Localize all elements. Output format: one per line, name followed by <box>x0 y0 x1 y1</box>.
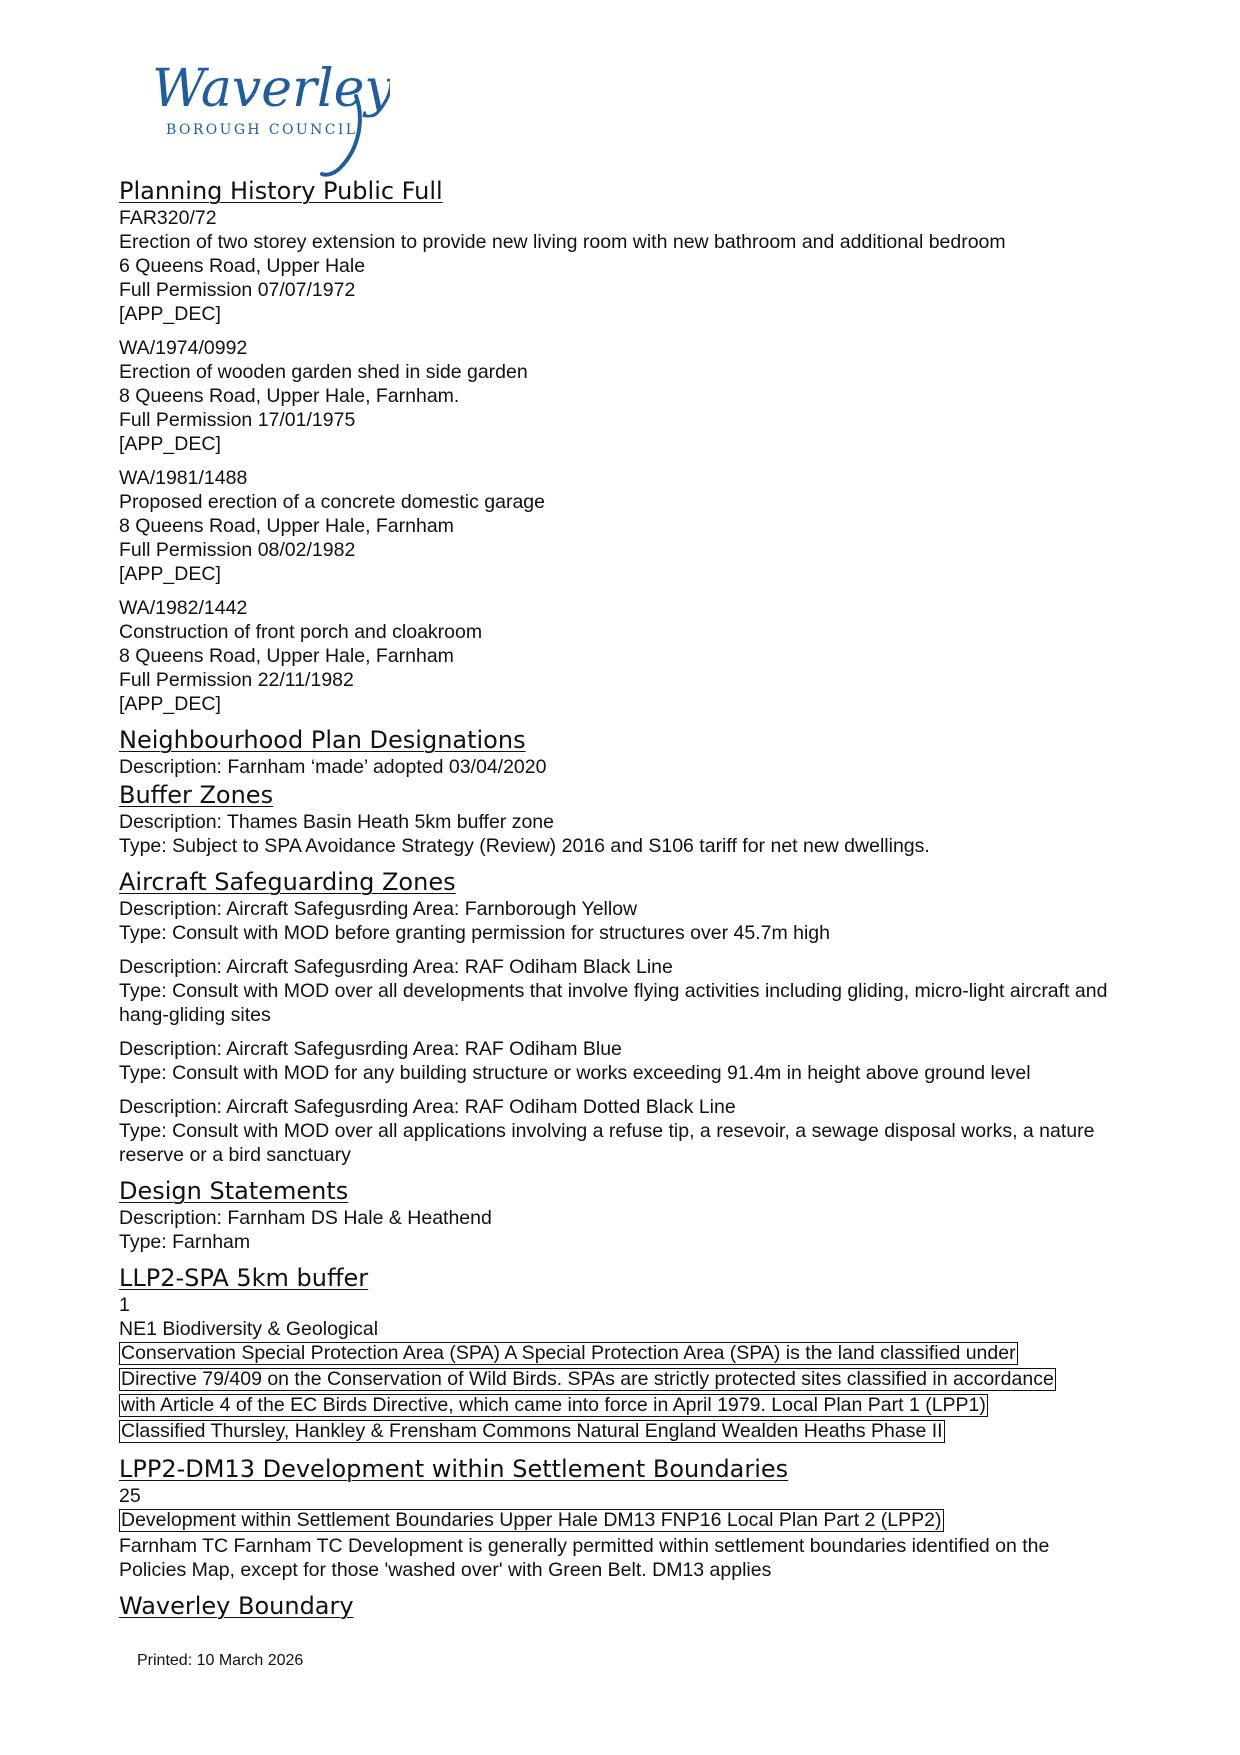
application-description: Proposed erection of a concrete domestic garage <box>119 491 546 513</box>
entry-gap <box>119 1027 1129 1037</box>
application-address: 8 Queens Road, Upper Hale, Farnham. <box>119 385 460 407</box>
lpp2-boxed-text: Development within Settlement Boundaries Upper Hale DM13 FNP16 Local Plan Part 2 (LPP2) <box>121 1509 942 1531</box>
entry-gap <box>119 716 1129 726</box>
boxed-row <box>119 1419 1129 1445</box>
design-heading: Design Statements <box>119 1177 349 1205</box>
aircraft-type: Type: Consult with MOD over all applications involving a refuse tip, a resevoir, a sewage disposal works, a nature reserve or a bird sanctuary <box>119 1120 1095 1166</box>
llp2-number: 1 <box>119 1294 130 1316</box>
application-ref: WA/1982/1442 <box>119 597 248 619</box>
lpp2-heading: LPP2-DM13 Development within Settlement Boundaries <box>119 1455 789 1483</box>
planning-history-list <box>119 206 1129 726</box>
waverley-logo <box>150 58 390 178</box>
boxed-line: Conservation Special Protection Area (SPA) A Special Protection Area (SPA) is the land classified under <box>121 1342 1016 1364</box>
logo-wordmark: Waverley <box>152 59 390 119</box>
entry-gap <box>119 326 1129 336</box>
boxed-row <box>119 1393 1129 1419</box>
application-code: [APP_DEC] <box>119 303 221 325</box>
application-description: Erection of two storey extension to provide new living room with new bathroom and additional bedroom <box>119 231 1006 253</box>
aircraft-heading: Aircraft Safeguarding Zones <box>119 868 456 896</box>
application-address: 8 Queens Road, Upper Hale, Farnham <box>119 515 454 537</box>
aircraft-type: Type: Consult with MOD for any building structure or works exceeding 91.4m in height above ground level <box>119 1062 1031 1084</box>
aircraft-description: Description: Aircraft Safegusrding Area: Farnborough Yellow <box>119 898 638 920</box>
printed-date: Printed: 10 March 2026 <box>137 1652 304 1669</box>
application-decision: Full Permission 07/07/1972 <box>119 279 356 301</box>
entry-gap <box>119 945 1129 955</box>
application-code: [APP_DEC] <box>119 693 221 715</box>
lpp2-text <box>119 1534 1129 1582</box>
aircraft-list <box>119 897 1129 1177</box>
application-decision: Full Permission 22/11/1982 <box>119 669 354 691</box>
aircraft-description: Description: Aircraft Safegusrding Area: RAF Odiham Blue <box>119 1038 622 1060</box>
aircraft-type: Type: Consult with MOD before granting permission for structures over 45.7m high <box>119 922 830 944</box>
llp2-title: NE1 Biodiversity & Geological <box>119 1318 379 1340</box>
document-body <box>119 177 1129 1621</box>
buffer-type: Type: Subject to SPA Avoidance Strategy (Review) 2016 and S106 tariff for net new dwellings. <box>119 835 930 857</box>
aircraft-type: Type: Consult with MOD over all developments that involve flying activities including gliding, micro-light aircraft and hang-gliding sites <box>119 980 1108 1026</box>
planning-history-heading: Planning History Public Full <box>119 177 443 205</box>
lpp2-text-line: Policies Map, except for those 'washed over' with Green Belt. DM13 applies <box>119 1559 772 1581</box>
application-code: [APP_DEC] <box>119 563 221 585</box>
entry-gap <box>119 1085 1129 1095</box>
neighbourhood-description: Description: Farnham ‘made’ adopted 03/04/2020 <box>119 756 547 778</box>
llp2-boxed-text <box>119 1341 1129 1445</box>
application-address: 6 Queens Road, Upper Hale <box>119 255 366 277</box>
application-ref: WA/1981/1488 <box>119 467 248 489</box>
application-ref: WA/1974/0992 <box>119 337 248 359</box>
buffer-description: Description: Thames Basin Heath 5km buffer zone <box>119 811 554 833</box>
aircraft-description: Description: Aircraft Safegusrding Area: RAF Odiham Dotted Black Line <box>119 1096 736 1118</box>
entry-gap <box>119 586 1129 596</box>
waverley-boundary-heading: Waverley Boundary <box>119 1592 354 1620</box>
entry-gap <box>119 1167 1129 1177</box>
lpp2-number: 25 <box>119 1485 141 1507</box>
lpp2-text-line: Farnham TC Farnham TC Development is generally permitted within settlement boundaries identified on the <box>119 1535 1050 1557</box>
application-description: Erection of wooden garden shed in side garden <box>119 361 528 383</box>
boxed-row <box>119 1367 1129 1393</box>
application-code: [APP_DEC] <box>119 433 221 455</box>
boxed-line: Classified Thursley, Hankley & Frensham Commons Natural England Wealden Heaths Phase II <box>121 1420 943 1442</box>
boxed-line: with Article 4 of the EC Birds Directive, which came into force in April 1979. Local Plan Part 1 (LPP1) <box>121 1394 986 1416</box>
design-description: Description: Farnham DS Hale & Heathend <box>119 1207 492 1229</box>
buffer-heading: Buffer Zones <box>119 781 274 809</box>
application-decision: Full Permission 08/02/1982 <box>119 539 356 561</box>
application-address: 8 Queens Road, Upper Hale, Farnham <box>119 645 454 667</box>
application-ref: FAR320/72 <box>119 207 217 229</box>
boxed-line: Directive 79/409 on the Conservation of Wild Birds. SPAs are strictly protected sites classified in accordance <box>121 1368 1054 1390</box>
aircraft-description: Description: Aircraft Safegusrding Area: RAF Odiham Black Line <box>119 956 673 978</box>
application-description: Construction of front porch and cloakroom <box>119 621 483 643</box>
logo-subtitle: BOROUGH COUNCIL <box>166 122 358 138</box>
neighbourhood-heading: Neighbourhood Plan Designations <box>119 726 526 754</box>
application-decision: Full Permission 17/01/1975 <box>119 409 356 431</box>
waverley-logo-mark <box>150 58 390 178</box>
entry-gap <box>119 456 1129 466</box>
llp2-heading: LLP2-SPA 5km buffer <box>119 1264 369 1292</box>
boxed-row <box>119 1341 1129 1367</box>
design-type: Type: Farnham <box>119 1231 251 1253</box>
